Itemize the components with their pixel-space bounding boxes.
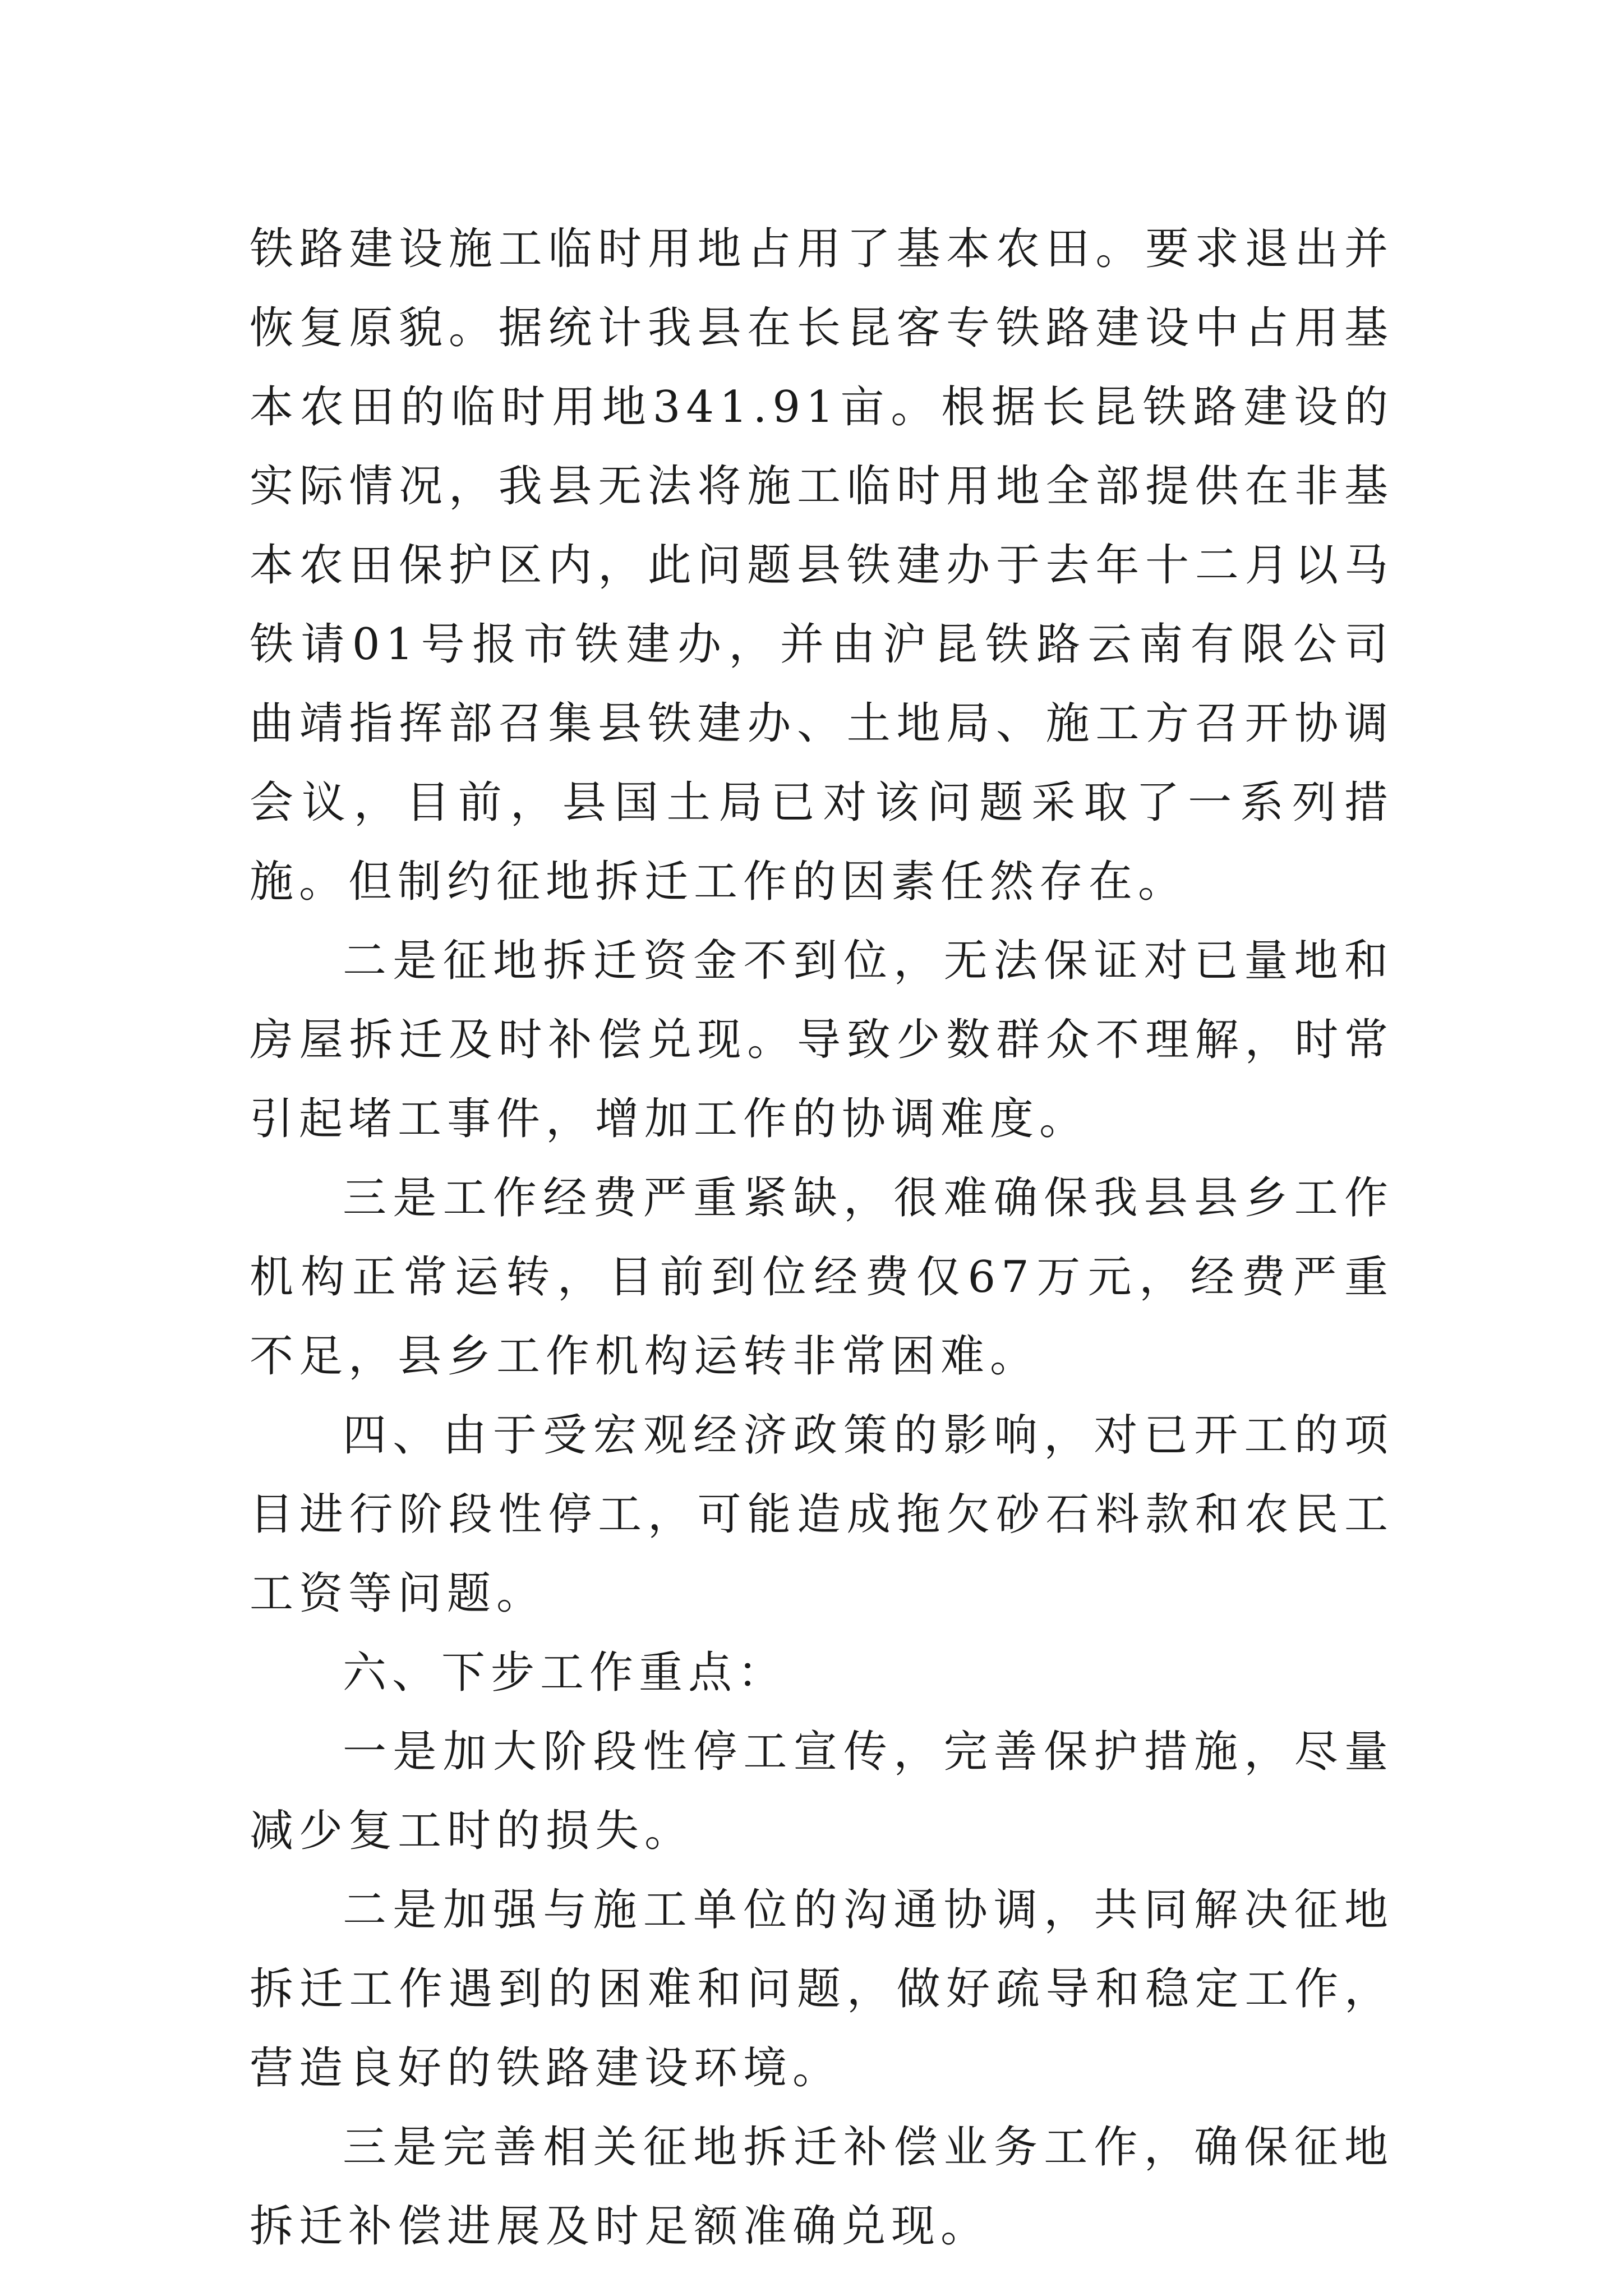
paragraph-next-step-1: 一是加大阶段性停工宣传，完善保护措施，尽量减少复工时的损失。	[250, 1727, 1394, 1856]
section-heading-next-steps: 六、下步工作重点：	[343, 1648, 787, 1698]
document-body	[250, 210, 1394, 2266]
paragraph-next-step-3: 三是完善相关征地拆迁补偿业务工作，确保征地拆迁补偿进展及时足额准确兑现。	[250, 2122, 1394, 2252]
paragraph-next-step-2: 二是加强与施工单位的沟通协调，共同解决征地拆迁工作遇到的困难和问题，做好疏导和稳定工作，营造良好的铁路建设环境。	[250, 1885, 1394, 2093]
paragraph-macro-policy: 四、由于受宏观经济政策的影响，对已开工的项目进行阶段性停工，可能造成拖欠砂石料款和农民工工资等问题。	[250, 1410, 1394, 1619]
paragraph-funding-shortage: 二是征地拆迁资金不到位，无法保证对已量地和房屋拆迁及时补偿兑现。导致少数群众不理解，时常引起堵工事件，增加工作的协调难度。	[250, 936, 1394, 1144]
paragraph-temporary-land-use: 铁路建设施工临时用地占用了基本农田。要求退出并恢复原貌。据统计我县在长昆客专铁路建设中占用基本农田的临时用地341.91亩。根据长昆铁路建设的实际情况，我县无法将施工临时用地全部提供在非基本农田保护区内，此问题县铁建办于去年十二月以马铁请01号报市铁建办，并由沪昆铁路云南有限公司曲靖指挥部召集县铁建办、土地局、施工方召开协调会议，目前，县国土局已对该问题采取了一系列措施。但制约征地拆迁工作的因素任然存在。	[250, 224, 1394, 907]
paragraph-work-funds: 三是工作经费严重紧缺，很难确保我县县乡工作机构正常运转，目前到位经费仅67万元，经费严重不足，县乡工作机构运转非常困难。	[250, 1173, 1394, 1382]
